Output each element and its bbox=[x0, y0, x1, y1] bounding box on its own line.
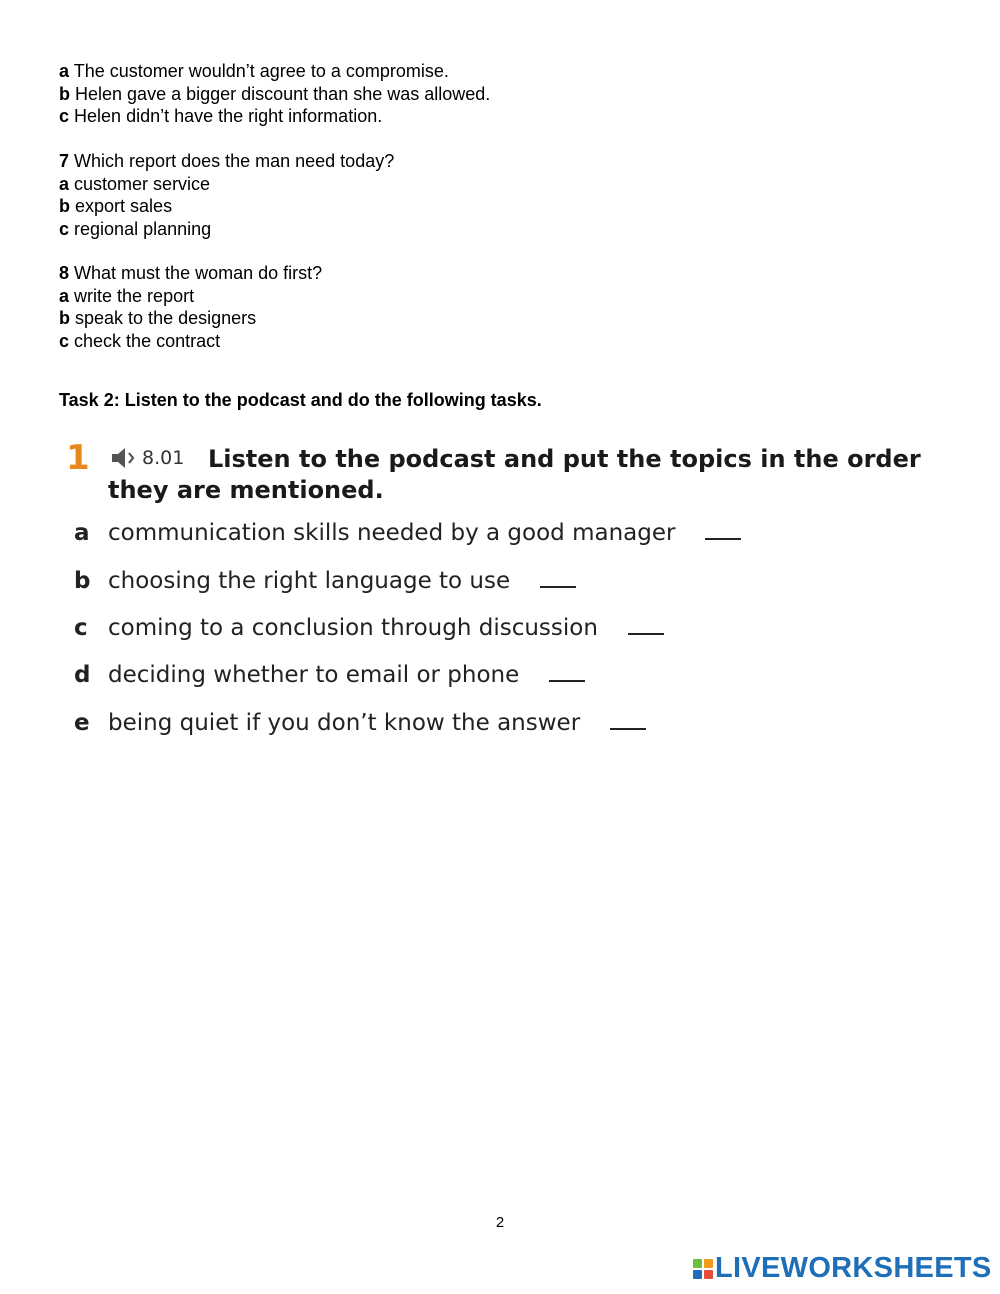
q8-question: 8 What must the woman do first? bbox=[59, 263, 323, 283]
logo-mark-icon bbox=[693, 1259, 713, 1279]
topic-item-c: c coming to a conclusion through discussion bbox=[74, 615, 664, 641]
q7-option-c[interactable]: c regional planning bbox=[59, 218, 212, 239]
liveworksheets-logo[interactable] bbox=[693, 1252, 992, 1285]
page-number: 2 bbox=[495, 1214, 505, 1231]
q6-option-a[interactable]: a The customer wouldn’t agree to a compromise. bbox=[59, 61, 449, 81]
topic-item-e: e being quiet if you don’t know the answer bbox=[74, 710, 646, 736]
audio-track[interactable] bbox=[110, 446, 184, 470]
q8-option-c[interactable]: c check the contract bbox=[59, 330, 221, 351]
q7-option-a[interactable]: a customer service bbox=[59, 173, 211, 194]
q7-question: 7 Which report does the man need today? bbox=[59, 151, 395, 171]
q6-option-c[interactable]: c Helen didn’t have the right information. bbox=[59, 106, 383, 127]
topic-item-d: d deciding whether to email or phone bbox=[74, 662, 585, 688]
answer-blank-e[interactable] bbox=[610, 727, 646, 730]
speaker-icon[interactable] bbox=[110, 446, 138, 470]
answer-blank-b[interactable] bbox=[540, 585, 576, 588]
answer-blank-a[interactable] bbox=[705, 537, 741, 540]
exercise-instruction: Listen to the podcast and put the topics in the order they are mentioned. bbox=[108, 445, 921, 504]
q7-option-b[interactable]: b export sales bbox=[59, 196, 173, 217]
answer-blank-d[interactable] bbox=[549, 679, 585, 682]
audio-code: 8.01 bbox=[142, 447, 185, 469]
q8-option-b[interactable]: b speak to the designers bbox=[59, 308, 257, 329]
topic-item-a: a communication skills needed by a good manager bbox=[74, 520, 741, 546]
q6-option-b[interactable]: b Helen gave a bigger discount than she was allowed. bbox=[59, 83, 491, 104]
task2-heading: Task 2: Listen to the podcast and do the following tasks. bbox=[59, 390, 542, 410]
answer-blank-c[interactable] bbox=[628, 632, 664, 635]
logo-text: LIVEWORKSHEETS bbox=[715, 1252, 992, 1284]
question-8 bbox=[59, 262, 322, 352]
exercise-number: 1 bbox=[66, 438, 90, 478]
topic-item-b: b choosing the right language to use bbox=[74, 568, 576, 594]
q8-option-a[interactable]: a write the report bbox=[59, 285, 195, 306]
question-6 bbox=[59, 60, 490, 128]
question-7 bbox=[59, 150, 394, 240]
